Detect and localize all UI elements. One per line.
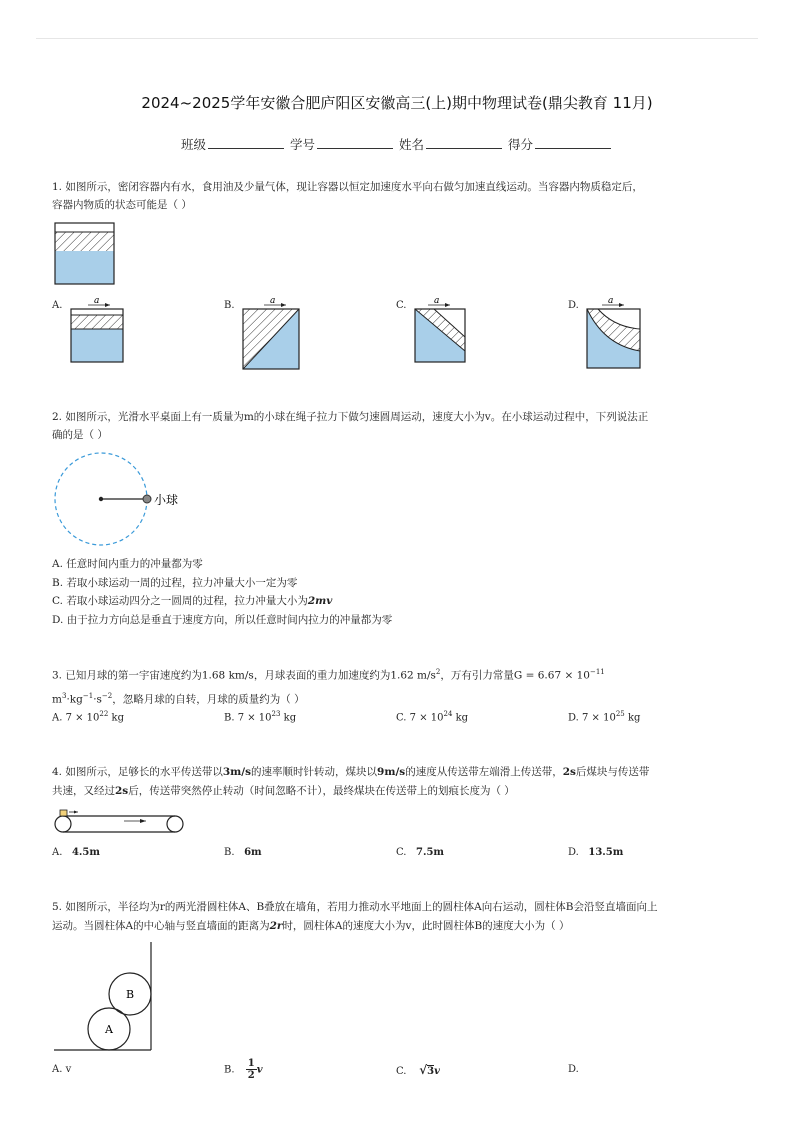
q3-unit-kg: ·kg <box>66 693 83 705</box>
water-layer <box>55 251 114 284</box>
q5-option-b-fraction <box>246 1058 257 1082</box>
q5-option-c-label: C. <box>396 1066 407 1077</box>
q4-time-1: 2s <box>562 766 576 778</box>
q5-text-b: 时，圆柱体A的速度大小为v，此时圆柱体B的速度大小为（ ） <box>282 920 570 932</box>
q5-option-b-label: B. <box>224 1064 235 1076</box>
q1-option-a-figure[interactable] <box>68 293 126 365</box>
question-2-options <box>52 555 752 629</box>
q1-option-a-label[interactable]: A. <box>52 300 63 311</box>
top-divider <box>36 38 758 39</box>
question-2-text <box>52 408 752 444</box>
q3-option-c-unit: kg <box>452 712 469 724</box>
q3-sup: 2 <box>435 668 441 676</box>
q4-option-b-label: B. <box>224 847 235 858</box>
q3-text-b: ，万有引力常量G = 6.67 × 10 <box>440 669 590 682</box>
q4-option-a-value: 4.5m <box>71 847 100 858</box>
q3-text-a: 3. 已知月球的第一宇宙速度约为1.68 km/s，月球表面的重力加速度约为1.62 m/s <box>52 669 436 682</box>
accel-label: a <box>434 296 440 306</box>
q3-unit-sup2: −1 <box>82 691 94 700</box>
score-label: 得分 <box>507 137 533 152</box>
question-5-line2 <box>52 917 772 936</box>
q4-option-d-label: D. <box>568 847 579 858</box>
question-1-line1: 1. 如图所示，密闭容器内有水，食用油及少量气体，现让容器以恒定加速度水平向右做匀加速直线运动。当容器内物质稳定后， <box>52 181 643 193</box>
q2-option-d[interactable]: D. 由于拉力方向总是垂直于速度方向，所以任意时间内拉力的冲量都为零 <box>52 613 393 626</box>
question-1-figure <box>52 220 118 288</box>
q1-option-b-label[interactable]: B. <box>224 300 235 311</box>
q3-option-b-exp: 23 <box>271 710 281 718</box>
q1-option-d-label[interactable]: D. <box>568 300 579 311</box>
q4-option-c-label: C. <box>396 847 407 858</box>
left-pulley <box>55 816 71 832</box>
q4-belt-speed: 3m/s <box>222 766 252 778</box>
fraction-numerator: 1 <box>247 1058 255 1069</box>
accel-label: a <box>608 296 614 306</box>
q4-text-e: 共速，又经过 <box>52 785 115 797</box>
q3-unit-sup3: −2 <box>101 691 113 700</box>
question-1-text <box>52 178 752 214</box>
q3-option-a-exp: 22 <box>99 710 109 718</box>
question-5-figure <box>52 940 158 1054</box>
id-label: 学号 <box>289 137 315 152</box>
question-4-text <box>52 763 772 801</box>
question-4-figure <box>52 808 188 836</box>
class-label: 班级 <box>180 137 206 152</box>
question-3-line1 <box>52 662 772 686</box>
oil-layer <box>55 232 114 251</box>
accel-label: a <box>94 296 100 306</box>
q4-text-d: 后煤块与传送带 <box>575 766 650 778</box>
q3-option-c[interactable] <box>396 710 468 723</box>
student-info-line <box>0 135 794 153</box>
name-field[interactable] <box>426 136 502 149</box>
q3-sup2: −11 <box>589 668 605 676</box>
q5-text-a: 运动。当圆柱体A的中心轴与竖直墙面的距离为 <box>52 920 270 932</box>
q2-option-c-text: C. 若取小球运动四分之一圆周的过程，拉力冲量大小为 <box>52 595 308 607</box>
question-3-text <box>52 662 772 709</box>
q3-option-d[interactable] <box>568 710 640 723</box>
ball-label: 小球 <box>154 493 179 507</box>
class-field[interactable] <box>208 136 284 149</box>
q4-option-a-label: A. <box>52 847 63 858</box>
q1-option-c-figure[interactable] <box>412 293 470 365</box>
q4-option-d-value: 13.5m <box>588 847 624 858</box>
q1-option-c-label[interactable]: C. <box>396 300 407 311</box>
question-1-line2: 容器内物质的状态可能是（ ） <box>52 199 192 211</box>
q3-unit-m: m <box>52 693 62 705</box>
q3-option-c-exp: 24 <box>443 710 453 718</box>
q3-option-b[interactable] <box>224 710 296 723</box>
question-4-line2 <box>52 782 772 801</box>
question-4-line1 <box>52 763 772 782</box>
q4-option-c[interactable] <box>396 847 444 858</box>
question-2-figure <box>52 450 192 550</box>
sqrt-sign: √ <box>419 1063 428 1077</box>
q4-text-b: 的速率顺时针转动，煤块以 <box>251 766 378 778</box>
name-label: 姓名 <box>398 137 424 152</box>
question-2-line2: 确的是（ ） <box>52 429 108 441</box>
q4-coal-speed: 9m/s <box>377 766 406 778</box>
q3-option-b-label: B. 7 × 10 <box>224 712 272 724</box>
q3-option-a[interactable] <box>52 710 124 723</box>
q3-option-d-label: D. 7 × 10 <box>568 712 616 724</box>
q5-distance: 2r <box>269 920 283 932</box>
q4-option-b[interactable] <box>224 847 262 858</box>
q3-option-a-unit: kg <box>108 712 124 724</box>
cylinder-a-label: A <box>105 1023 113 1036</box>
coal-block <box>60 810 67 816</box>
score-field[interactable] <box>535 136 611 149</box>
q4-time-2: 2s <box>115 785 129 797</box>
q5-option-b[interactable] <box>224 1058 263 1088</box>
question-5-line1: 5. 如图所示，半径均为r的两光滑圆柱体A、B叠放在墙角，若用力推动水平地面上的圆柱体A向右运动，圆柱体B会沿竖直墙面向上 <box>52 901 658 913</box>
id-field[interactable] <box>317 136 393 149</box>
q4-option-a[interactable] <box>52 847 100 858</box>
q4-text-f: 后，传送带突然停止转动（时间忽略不计），最终煤块在传送带上的划痕长度为（ ） <box>128 785 515 797</box>
q4-text-a: 4. 如图所示，足够长的水平传送带以 <box>52 766 223 778</box>
q3-text-d: ，忽略月球的自转，月球的质量约为（ ） <box>112 693 305 705</box>
q2-option-c[interactable] <box>52 592 752 611</box>
q4-text-c: 的速度从传送带左端滑上传送带， <box>405 766 563 778</box>
q3-unit-s: ·s <box>93 693 102 705</box>
fraction-denominator: 2 <box>247 1070 255 1081</box>
q5-option-c[interactable] <box>396 1063 440 1077</box>
accel-label: a <box>270 296 276 306</box>
q3-option-d-unit: kg <box>624 712 641 724</box>
question-3-line2 <box>52 686 772 710</box>
ball <box>143 495 151 503</box>
page-title: 2024~2025学年安徽合肥庐阳区安徽高三(上)期中物理试卷(鼎尖教育 11月) <box>141 94 653 112</box>
q2-option-b[interactable]: B. 若取小球运动一周的过程，拉力冲量大小一定为零 <box>52 576 298 589</box>
q5-option-a[interactable]: A. v <box>52 1064 72 1075</box>
q5-option-d[interactable]: D. <box>568 1064 579 1075</box>
q3-option-c-label: C. 7 × 10 <box>396 712 444 724</box>
question-2-line1: 2. 如图所示，光滑水平桌面上有一质量为m的小球在绳子拉力下做匀速圆周运动，速度大小为v。在小球运动过程中，下列说法正 <box>52 411 649 423</box>
right-pulley <box>167 816 183 832</box>
q4-option-c-value: 7.5m <box>416 847 445 858</box>
q5-option-c-var: v <box>434 1066 440 1077</box>
q3-option-b-unit: kg <box>280 712 297 724</box>
q3-option-a-label: A. 7 × 10 <box>52 712 100 724</box>
q2-option-a[interactable]: A. 任意时间内重力的冲量都为零 <box>52 558 203 570</box>
q4-option-b-value: 6m <box>244 847 262 858</box>
q3-option-d-exp: 25 <box>615 710 625 718</box>
q2-option-c-math: 2mv <box>307 595 333 607</box>
cylinder-b-label: B <box>126 988 135 1001</box>
q4-option-d[interactable] <box>568 847 623 858</box>
q1-option-b-figure[interactable] <box>240 293 302 371</box>
q3-unit-sup1: 3 <box>61 691 67 700</box>
q1-option-d-figure[interactable] <box>584 293 644 371</box>
q5-option-c-radicand: 3 <box>427 1066 435 1077</box>
question-5-text <box>52 898 772 936</box>
q5-option-b-var: v <box>256 1064 263 1076</box>
